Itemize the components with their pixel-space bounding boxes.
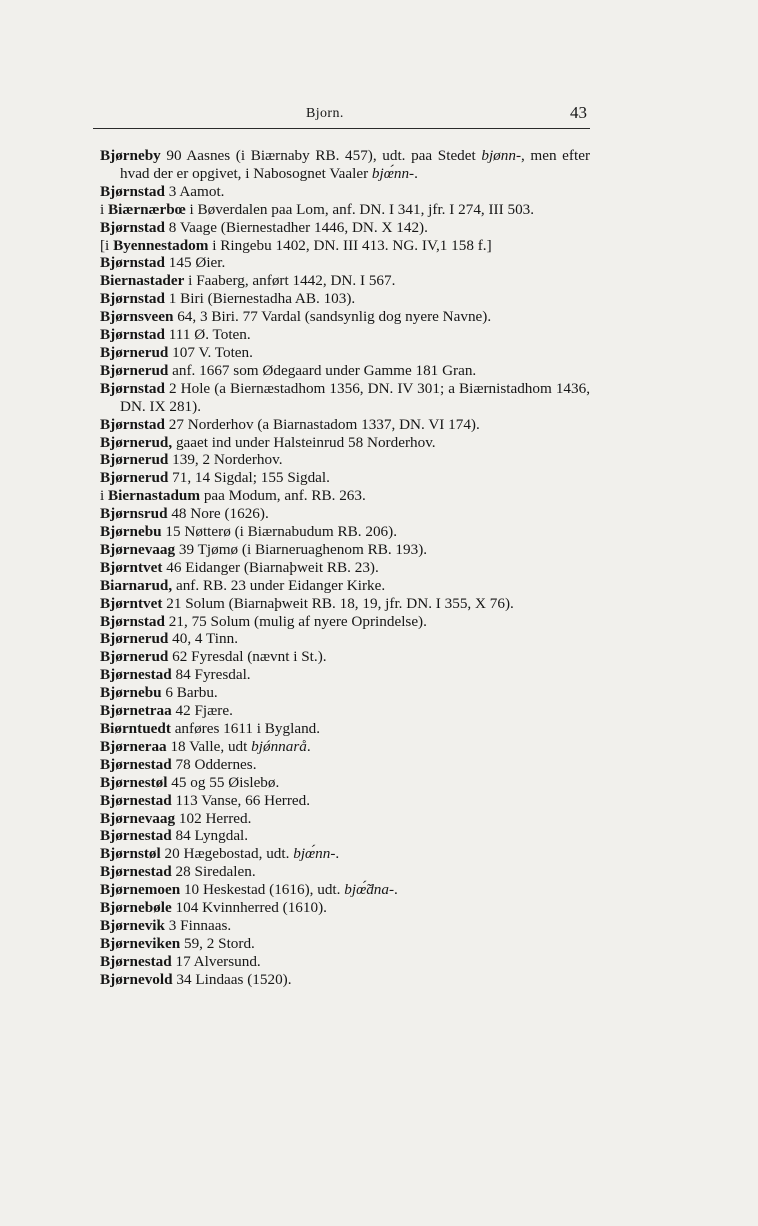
entry-text: 46 Eidanger (Biarnaþweit RB. 23). (162, 558, 379, 576)
entry-headword: Bjørnerud (100, 630, 169, 648)
entry-text: . (394, 881, 398, 899)
entry (100, 469, 590, 487)
entry-headword: Bjørnstad (100, 182, 165, 200)
entry-headword: Bjørnstad (100, 612, 165, 630)
entry-text: 113 Vanse, 66 Herred. (171, 791, 311, 809)
running-head (0, 103, 758, 126)
entry-text: 15 Nøtterø (i Biærnabudum RB. 206). (161, 523, 398, 541)
entry-text: 6 Barbu. (161, 684, 218, 702)
entry (100, 541, 590, 559)
entry-text: 3 Finnaas. (164, 916, 232, 934)
entry (100, 487, 590, 505)
entry-text: 20 Hægebostad, udt. (160, 845, 294, 863)
header-rule (93, 128, 590, 129)
entry-headword: Bjørnevaag (100, 809, 176, 827)
entry (100, 774, 590, 792)
entry (100, 577, 590, 595)
entry-headword: Bjørntvet (100, 558, 163, 576)
entry (100, 899, 590, 917)
entry-headword: Bjørnestad (100, 827, 172, 845)
entry-headword: Bjørnebu (100, 684, 162, 702)
entry-headword: Bjørnstad (100, 218, 165, 236)
page-number: 43 (570, 103, 587, 122)
entry (100, 326, 590, 344)
entry-headword: Bjørnetraa (100, 702, 172, 720)
entry-list (100, 147, 590, 989)
entry-text: 48 Nore (1626). (167, 505, 269, 523)
entry-headword: Bjørnerud, (100, 433, 173, 451)
entry-text: 111 Ø. Toten. (164, 326, 251, 344)
entry (100, 559, 590, 577)
entry (100, 451, 590, 469)
entry (100, 147, 590, 183)
entry (100, 953, 590, 971)
entry-text: . (414, 164, 418, 182)
entry-text: 2 Hole (a Biernæstadhom 1356, DN. IV 301; a Biærnistadhom 1436, DN. IX 281). (120, 379, 590, 415)
entry-headword: Biernastader (100, 272, 185, 290)
entry-text: 42 Fjære. (171, 702, 233, 720)
entry-headword: Bjørnstad (100, 290, 165, 308)
entry (100, 272, 590, 290)
entry-text: 21 Solum (Biarnaþweit RB. 18, 19, jfr. DN. I 355, X 76). (162, 594, 514, 612)
entry-prefix: [i (100, 236, 114, 254)
entry-headword: Biarnarud, (100, 576, 173, 594)
entry-headword: Bjørnerud (100, 648, 169, 666)
entry-text: 84 Fyresdal. (171, 666, 251, 684)
entry-text: gaaet ind under Halsteinrud 58 Norderhov. (172, 433, 436, 451)
entry (100, 183, 590, 201)
entry-text: 1 Biri (Biernestadha AB. 103). (164, 290, 356, 308)
entry (100, 648, 590, 666)
entry-text: 64, 3 Biri. 77 Vardal (sandsynlig dog nyere Navne). (173, 308, 492, 326)
entry-headword: Bjørnebu (100, 523, 162, 541)
entry-headword: Bjørnestøl (100, 773, 168, 791)
entry (100, 684, 590, 702)
entry (100, 254, 590, 272)
entry (100, 756, 590, 774)
entry (100, 308, 590, 326)
entry-headword: Bjørnestad (100, 791, 172, 809)
entry (100, 845, 590, 863)
entry (100, 290, 590, 308)
entry-text: 8 Vaage (Biernestadher 1446, DN. X 142). (164, 218, 428, 236)
entry-pronunciation: bjǿnnarå (251, 737, 307, 755)
entry-headword: Bjørnerud (100, 361, 169, 379)
entry-text: paa Modum, anf. RB. 263. (200, 487, 366, 505)
entry (100, 630, 590, 648)
entry-headword: Bjørnevold (100, 970, 173, 988)
entry-text: , men efter hvad der er opgivet, i Nabosognet Vaaler (120, 147, 591, 182)
entry-headword: Biørntuedt (100, 720, 171, 737)
entry-pronunciation: bjœ̃́dna- (344, 881, 395, 899)
entry-headword: Bjørnevik (100, 916, 165, 934)
entry (100, 434, 590, 452)
entry-headword: Bjørnevaag (100, 540, 176, 558)
entry-pronunciation: bjœ́nn- (371, 164, 415, 182)
entry-headword: Bjørnstøl (100, 845, 161, 863)
entry (100, 666, 590, 684)
entry-headword: Bjørnstad (100, 326, 165, 344)
entry (100, 219, 590, 237)
entry-text: 62 Fyresdal (nævnt i St.). (168, 648, 327, 666)
entry-text: 59, 2 Stord. (180, 934, 255, 952)
entry-text: 17 Alversund. (171, 952, 261, 970)
entry-headword: Bjørnestad (100, 863, 172, 881)
entry-headword: Bjørnestad (100, 666, 172, 684)
entry-text: . (335, 845, 340, 863)
entry-text: . (306, 737, 311, 755)
entry-headword: Biernastadum (108, 487, 201, 505)
entry-text: 21, 75 Solum (mulig af nyere Oprindelse). (164, 612, 427, 630)
entry-pronunciation: bjœ́nn- (293, 845, 336, 863)
entry-text: i Bøverdalen paa Lom, anf. DN. I 341, jfr. I 274, III 503. (185, 200, 535, 218)
entry-pronunciation: bjønn- (481, 147, 522, 164)
entry-text: 71, 14 Sigdal; 155 Sigdal. (168, 469, 330, 487)
entry-text: 34 Lindaas (1520). (172, 970, 292, 988)
entry-headword: Bjørnestad (100, 755, 172, 773)
entry-text: 139, 2 Norderhov. (168, 451, 283, 469)
entry (100, 863, 590, 881)
entry-text: anf. RB. 23 under Eidanger Kirke. (172, 576, 386, 594)
entry-text: 102 Herred. (175, 809, 252, 827)
entry-headword: Bjørnstad (100, 415, 165, 433)
entry (100, 720, 590, 738)
entry-headword: Bjørnerud (100, 469, 169, 487)
entry-headword: Bjørnemoen (100, 881, 181, 899)
entry-text: 27 Norderhov (a Biarnastadom 1337, DN. VI 174). (164, 415, 480, 433)
entry-headword: Bjørnerud (100, 343, 169, 361)
entry (100, 827, 590, 845)
entry-text: 18 Valle, udt (166, 737, 252, 755)
entry-text: 84 Lyngdal. (171, 827, 249, 845)
entry (100, 613, 590, 631)
entry-text: 45 og 55 Øislebø. (167, 773, 280, 791)
entry-headword: Bjørnebøle (100, 899, 172, 917)
entry (100, 237, 590, 255)
entry (100, 702, 590, 720)
entry-headword: Bjørneviken (100, 934, 181, 952)
entry-headword: Bjørneby (100, 147, 161, 164)
entry-text: 78 Oddernes. (171, 755, 257, 773)
entry (100, 935, 590, 953)
entry-headword: Bjørnerud (100, 451, 169, 469)
entry (100, 917, 590, 935)
entry-text: 28 Siredalen. (171, 863, 256, 881)
entry-text: 40, 4 Tinn. (168, 630, 238, 648)
entry-headword: Bjørnestad (100, 952, 172, 970)
entry (100, 505, 590, 523)
entry (100, 810, 590, 828)
entry-headword: Byennestadom (113, 236, 209, 254)
entry-prefix: i (100, 487, 109, 505)
entry-text: 90 Aasnes (i Biærnaby RB. 457), udt. paa Stedet (160, 147, 482, 164)
entry-text: 107 V. Toten. (168, 343, 253, 361)
entry-headword: Bjørnsveen (100, 308, 174, 326)
entry (100, 738, 590, 756)
entry-text: i Faaberg, anført 1442, DN. I 567. (184, 272, 396, 290)
running-title: Bjorn. (306, 106, 344, 121)
entry-text: anføres 1611 i Bygland. (170, 720, 321, 737)
entry-text: 104 Kvinnherred (1610). (171, 899, 327, 917)
entry-text: anf. 1667 som Ødegaard under Gamme 181 Gran. (168, 361, 477, 379)
entry-headword: Bjørnsrud (100, 505, 168, 523)
entry (100, 362, 590, 380)
entry (100, 380, 590, 416)
entry-text: i Ringebu 1402, DN. III 413. NG. IV,1 158 f.] (208, 236, 492, 254)
entry (100, 971, 590, 989)
entry-text: 3 Aamot. (164, 182, 225, 200)
entry (100, 416, 590, 434)
entry-text: 39 Tjømø (i Biarneruaghenom RB. 193). (175, 540, 428, 558)
entry (100, 595, 590, 613)
entry (100, 792, 590, 810)
entry-prefix: i (100, 200, 109, 218)
entry-text: 10 Heskestad (1616), udt. (180, 881, 345, 899)
entry-text: 145 Øier. (164, 254, 226, 272)
entry-headword: Bjørnstad (100, 254, 165, 272)
entry-headword: Bjørneraa (100, 737, 167, 755)
entry (100, 881, 590, 899)
entry-headword: Biærnærbœ (108, 200, 186, 218)
entry-headword: Bjørntvet (100, 594, 163, 612)
entry (100, 201, 590, 219)
entry-headword: Bjørnstad (100, 379, 165, 397)
entry (100, 344, 590, 362)
entry (100, 523, 590, 541)
